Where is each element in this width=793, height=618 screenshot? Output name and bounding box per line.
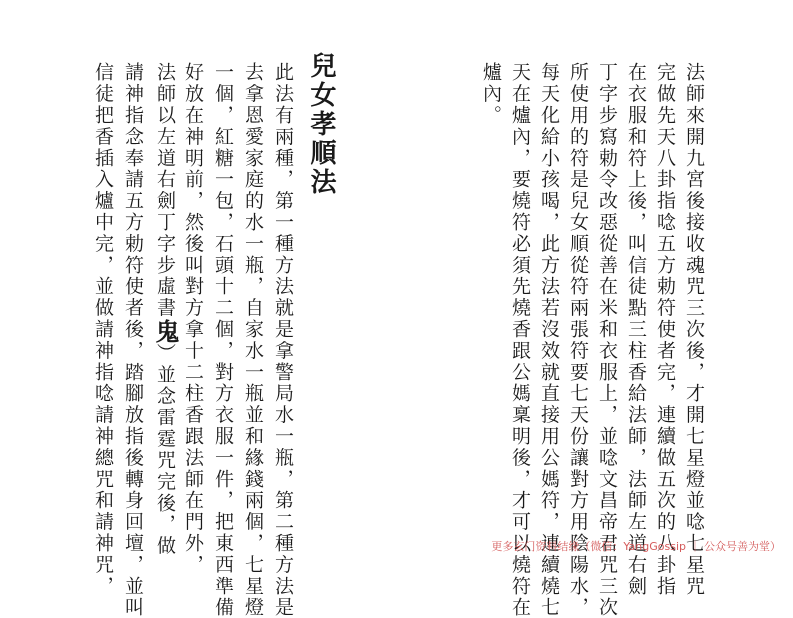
left-page-column-6: 請神指念奉請五方勅符使者後，踏腳放指後轉身回壇，並叫	[122, 62, 144, 618]
left-page-column-2: 去拿恩愛家庭的水一瓶，自家水一瓶並和緣錢兩個，七星燈	[242, 62, 264, 618]
left-page-column-5	[151, 62, 180, 557]
left-page-column-3: 一個，紅糖一包，石頭十二個，對方衣服一件，把東西準備	[212, 62, 234, 618]
column-text-before-talisman: 法師以左道右劍丁字步虛書	[154, 62, 176, 319]
right-page-column-1: 法師來開九宮後接收魂咒三次後，才開七星燈並唸七星咒	[683, 62, 705, 597]
right-page-column-2: 完做先天八卦指唸五方勅符使者完，連續做五次的八卦指	[654, 62, 676, 597]
column-text-after-talisman: ）並念雷霆咒完後，做	[154, 342, 176, 557]
right-page-column-6: 每天化給小孩喝，此方法若沒效就直接用公媽符，連續燒七	[538, 62, 560, 618]
left-page-column-1: 此法有兩種，第一種方法就是拿警局水一瓶，第二種方法是	[272, 62, 294, 618]
right-page-column-4: 丁字步寫勅令改惡從善在米和衣服上，並唸文昌帝君咒三次	[596, 62, 618, 618]
right-page-column-3: 在衣服和符上後，叫信徒點三柱香給法師，法師左道右劍	[625, 62, 647, 597]
footer-watermark: 更多玄门资料结缘（微信：YangGossip ｜ 公众号善为堂）	[491, 540, 781, 553]
left-page-column-7: 信徒把香插入爐中完，並做請神指唸請神總咒和請神咒，	[92, 62, 114, 597]
right-page-column-5: 所使用的符是兒女順從符兩張符要七天份讓對方用陰陽水，	[567, 62, 589, 618]
left-page-column-4: 好放在神明前，然後叫對方拿十二柱香跟法師在門外，	[182, 62, 204, 576]
talisman-glyph: 鬼	[151, 318, 180, 343]
right-page-column-8: 爐內。	[480, 62, 502, 127]
right-page-column-7: 天在爐內，要燒符必須先燒香跟公媽稟明後，才可以燒符在	[509, 62, 531, 618]
section-title: 兒女孝順法	[306, 52, 336, 197]
